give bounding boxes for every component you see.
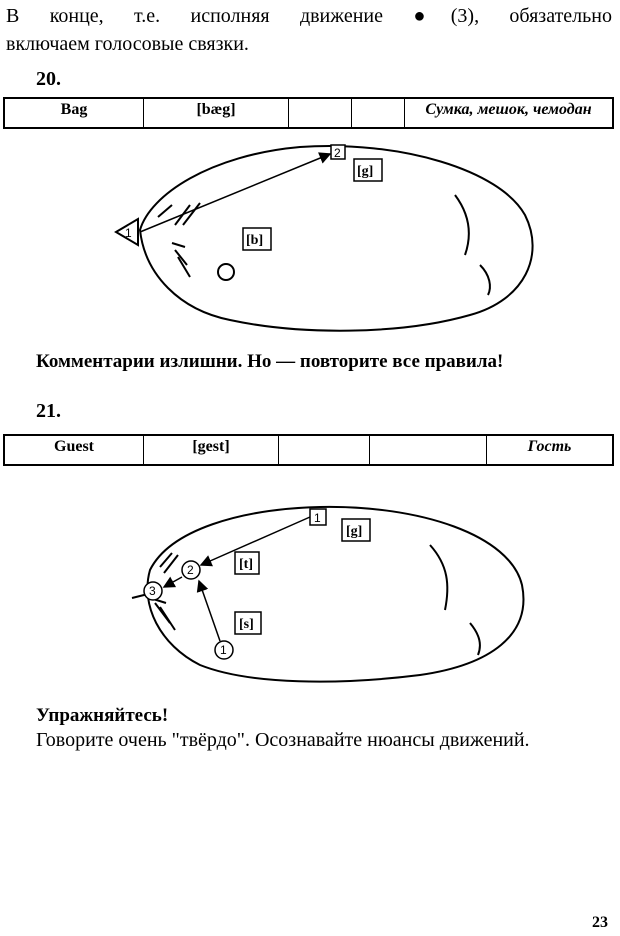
ex21-label-g: [g] <box>346 524 363 539</box>
ex20-teeth-lower <box>172 243 190 277</box>
intro-line-1: В конце, т.е. исполняя движение ●(3), обязательно <box>6 5 612 27</box>
ex21-throat-curve <box>470 623 480 655</box>
ex20-tongue-outline <box>140 146 533 331</box>
ex21-translation: Гость <box>487 435 614 465</box>
ex21-word: Guest <box>4 435 144 465</box>
ex20-col4 <box>352 98 405 128</box>
exercise-20-table <box>3 97 614 129</box>
ex20-translation: Сумка, мешок, чемодан <box>405 98 614 128</box>
ex20-airflow-circle <box>218 264 234 280</box>
ex21-marker-3: 3 <box>149 584 156 598</box>
ex20-throat-curve <box>480 265 490 295</box>
intro-paragraph <box>6 2 612 58</box>
outro-text: Говорите очень "твёрдо". Осознавайте нюансы движений. <box>36 729 530 751</box>
ex21-transcription: [gest] <box>144 435 279 465</box>
ex20-label-b: [b] <box>246 233 264 248</box>
ex20-palate-curve <box>455 195 469 255</box>
ex21-palate-curve <box>430 545 447 610</box>
ex20-label-g: [g] <box>357 164 374 179</box>
ex20-transcription: [bæg] <box>144 98 289 128</box>
ex20-marker-1: 1 <box>125 226 132 240</box>
ex21-label-s: [s] <box>239 617 254 632</box>
ex20-comment: Комментарии излишни. Но — повторите все правила! <box>36 351 504 372</box>
ex21-marker-1: 1 <box>314 511 321 525</box>
ex20-word: Bag <box>4 98 144 128</box>
page-number: 23 <box>592 914 608 931</box>
ex21-arrow-2-3 <box>164 577 182 587</box>
ex21-marker-4: 1 <box>220 643 227 657</box>
ex21-teeth-upper <box>160 553 178 573</box>
ex21-arrow-4-2 <box>199 581 220 641</box>
ex20-col3 <box>289 98 352 128</box>
ex20-marker-2: 2 <box>334 146 341 160</box>
exercise-21-table <box>3 434 614 466</box>
ex21-col4 <box>370 435 487 465</box>
ex21-marker-2: 2 <box>187 563 194 577</box>
ex21-teeth-lower <box>150 598 175 630</box>
ex21-mouth-diagram <box>0 495 620 695</box>
exercise-21-number: 21. <box>36 400 61 422</box>
intro-line-2: включаем голосовые связки. <box>6 33 249 55</box>
ex21-col3 <box>279 435 370 465</box>
ex21-label-t: [t] <box>239 557 253 572</box>
outro-heading: Упражняйтесь! <box>36 705 169 726</box>
ex20-mouth-diagram <box>0 135 620 350</box>
exercise-20-number: 20. <box>36 68 61 90</box>
